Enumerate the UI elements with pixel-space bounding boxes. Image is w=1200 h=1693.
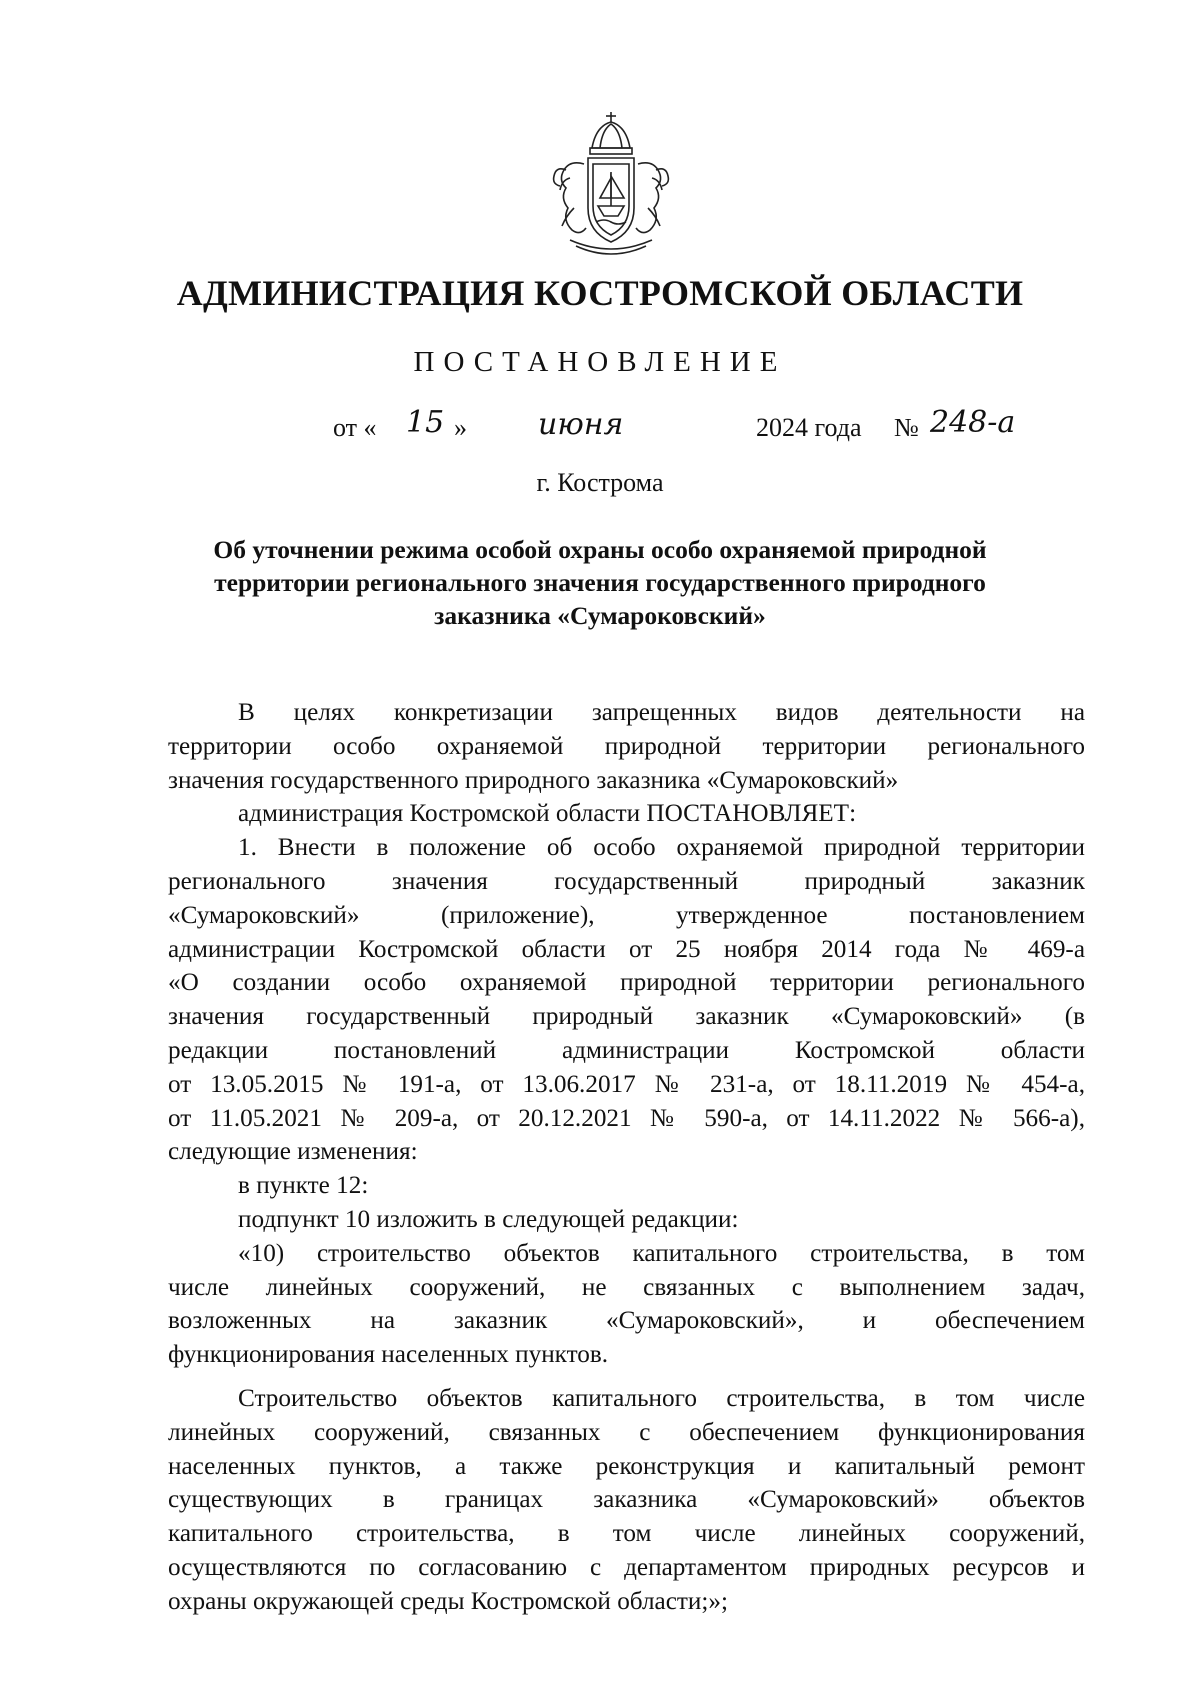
title-line: заказника «Сумароковский»	[434, 601, 766, 630]
body-line: существующих в границах заказника «Сумароковский» объектов	[168, 1486, 1085, 1514]
body-line: значения государственного природного заказника «Сумароковский»	[168, 766, 899, 794]
body-line: в пункте 12:	[238, 1172, 369, 1200]
body-line: от 11.05.2021 № 209-а, от 20.12.2021 № 590-а, от 14.11.2022 № 566-а),	[168, 1104, 1085, 1132]
date-prefix: от «	[333, 413, 377, 442]
date-line	[0, 405, 1200, 455]
body-line: территории особо охраняемой природной территории регионального	[168, 732, 1085, 760]
body-line: числе линейных сооружений, не связанных с выполнением задач,	[168, 1273, 1085, 1301]
document-number-handwritten: 248-а	[930, 405, 1016, 440]
document-type: ПОСТАНОВЛЕНИЕ	[413, 346, 787, 378]
body-line: линейных сооружений, связанных с обеспечением функционирования	[168, 1418, 1085, 1446]
coat-of-arms-icon	[540, 108, 682, 258]
body-line: администрации Костромской области от 25 ноября 2014 года № 469-а	[168, 935, 1085, 963]
body-line: 1. Внести в положение об особо охраняемой природной территории	[238, 834, 1085, 862]
title-line: Об уточнении режима особой охраны особо охраняемой природной	[213, 535, 987, 564]
date-month-handwritten: июня	[538, 407, 624, 442]
document-title	[140, 533, 1060, 632]
body-line: В целях конкретизации запрещенных видов деятельности на	[238, 699, 1085, 726]
body-line: возложенных на заказник «Сумароковский», и обеспечением	[168, 1307, 1085, 1335]
body-line: охраны окружающей среды Костромской области;»;	[168, 1587, 728, 1615]
date-day-handwritten: 15	[406, 405, 445, 440]
body-line: «О создании особо охраняемой природной территории регионального	[168, 969, 1085, 997]
body-line: «10) строительство объектов капитального строительства, в том	[238, 1239, 1085, 1267]
body-line: администрация Костромской области ПОСТАНОВЛЯЕТ:	[238, 800, 857, 828]
body-line: Строительство объектов капитального строительства, в том числе	[238, 1384, 1085, 1412]
organization-name: АДМИНИСТРАЦИЯ КОСТРОМСКОЙ ОБЛАСТИ	[176, 273, 1024, 313]
title-line: территории регионального значения государственного природного	[214, 568, 986, 597]
body-line: осуществляются по согласованию с департаментом природных ресурсов и	[168, 1553, 1085, 1581]
body-line: «Сумароковский» (приложение), утвержденное постановлением	[168, 901, 1085, 929]
document-body	[168, 696, 1085, 1619]
body-line: от 13.05.2015 № 191-а, от 13.06.2017 № 231-а, от 18.11.2019 № 454-а,	[168, 1070, 1085, 1098]
body-line: функционирования населенных пунктов.	[168, 1341, 609, 1369]
body-line: капитального строительства, в том числе линейных сооружений,	[168, 1520, 1085, 1548]
number-sign: №	[894, 413, 919, 442]
body-line: подпункт 10 изложить в следующей редакции:	[238, 1205, 739, 1233]
body-line: регионального значения государственный природный заказник	[168, 867, 1085, 895]
body-line: значения государственный природный заказник «Сумароковский» (в	[168, 1003, 1085, 1031]
date-year: 2024 года	[756, 413, 862, 442]
city-name: г. Кострома	[536, 468, 664, 497]
date-close-quote: »	[454, 413, 467, 442]
body-line: населенных пунктов, а также реконструкция и капитальный ремонт	[168, 1452, 1085, 1480]
body-line: следующие изменения:	[168, 1138, 418, 1166]
body-line: редакции постановлений администрации Костромской области	[168, 1036, 1085, 1064]
